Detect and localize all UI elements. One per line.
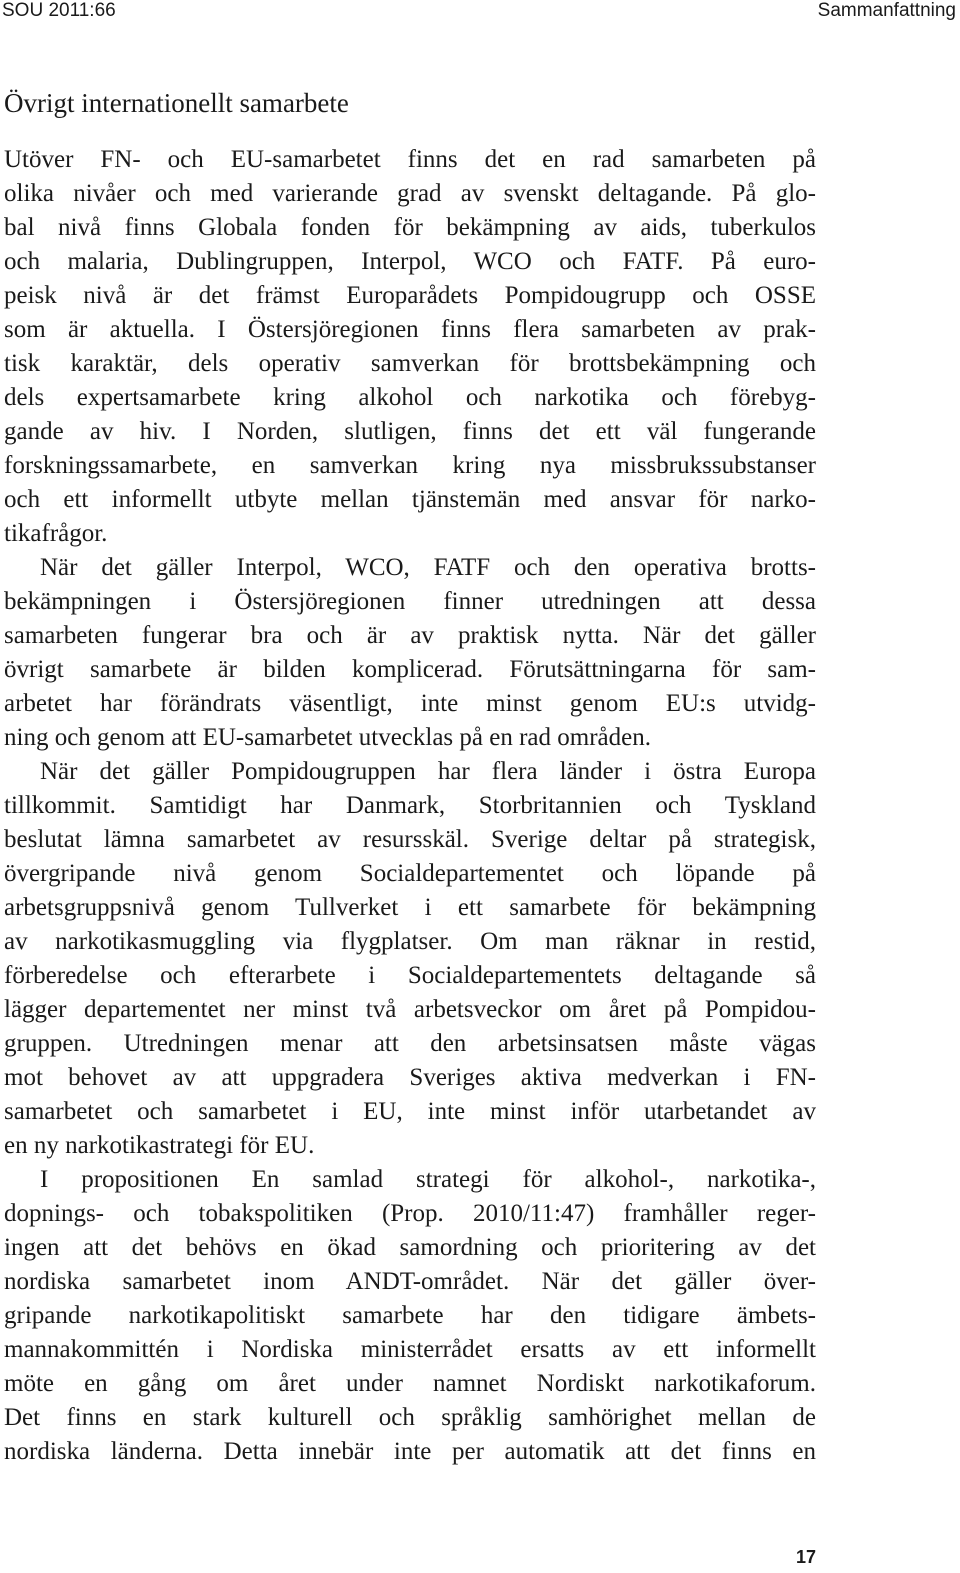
text-line: och ett informellt utbyte mellan tjänstemän med ansvar för narko- — [4, 486, 816, 513]
body-text — [4, 143, 816, 1469]
text-line: övrigt samarbete är bilden komplicerad. Förutsättningarna för sam- — [4, 656, 816, 683]
text-line: nordiska samarbetet inom ANDT-området. När det gäller över- — [4, 1268, 816, 1295]
text-line: olika nivåer och med varierande grad av svenskt deltagande. På glo- — [4, 180, 816, 207]
text-line: som är aktuella. I Östersjöregionen finns flera samarbeten av prak- — [4, 316, 816, 343]
text-line: mot behovet av att uppgradera Sveriges aktiva medverkan i FN- — [4, 1064, 816, 1091]
page-number: 17 — [795, 1547, 816, 1567]
chapter-name: Sammanfattning — [817, 0, 956, 21]
text-line: ning och genom att EU-samarbetet utvecklas på en rad områden. — [4, 724, 651, 751]
text-line: bekämpningen i Östersjöregionen finner utredningen att dessa — [4, 588, 816, 615]
section-heading: Övrigt internationellt samarbete — [4, 88, 349, 118]
text-line: peisk nivå är det främst Europarådets Pompidougrupp och OSSE — [4, 282, 816, 309]
text-line: När det gäller Interpol, WCO, FATF och den operativa brotts- — [40, 554, 816, 581]
text-line: samarbetet och samarbetet i EU, inte minst inför utarbetandet av — [4, 1098, 816, 1125]
text-line: Utöver FN- och EU-samarbetet finns det en rad samarbeten på — [4, 146, 816, 173]
text-line: I propositionen En samlad strategi för alkohol-, narkotika-, — [40, 1166, 816, 1193]
text-line: nordiska länderna. Detta innebär inte per automatik att det finns en — [4, 1438, 816, 1465]
text-line: dels expertsamarbete kring alkohol och narkotika och förebyg- — [4, 384, 816, 411]
text-line: tisk karaktär, dels operativ samverkan för brottsbekämpning och — [4, 350, 816, 377]
text-line: bal nivå finns Globala fonden för bekämpning av aids, tuberkulos — [4, 214, 816, 241]
text-line: möte en gång om året under namnet Nordiskt narkotikaforum. — [4, 1370, 816, 1397]
text-line: övergripande nivå genom Socialdepartementet och löpande på — [4, 860, 816, 887]
text-line: tillkommit. Samtidigt har Danmark, Storbritannien och Tyskland — [4, 792, 816, 819]
text-line: arbetet har förändrats väsentligt, inte minst genom EU:s utvidg- — [4, 690, 816, 717]
text-line: samarbeten fungerar bra och är av praktisk nytta. När det gäller — [4, 622, 816, 649]
text-line: lägger departementet ner minst två arbetsveckor om året på Pompidou- — [4, 996, 816, 1023]
text-line: dopnings- och tobakspolitiken (Prop. 2010/11:47) framhåller reger- — [4, 1200, 816, 1227]
text-line: förberedelse och efterarbete i Socialdepartementets deltagande så — [4, 962, 816, 989]
text-line: tikafrågor. — [4, 520, 108, 547]
text-line: mannakommittén i Nordiska ministerrådet ersatts av ett informellt — [4, 1336, 816, 1363]
text-line: Det finns en stark kulturell och språklig samhörighet mellan de — [4, 1404, 816, 1431]
text-line: av narkotikasmuggling via flygplatser. Om man räknar in restid, — [4, 928, 816, 955]
text-line: och malaria, Dublingruppen, Interpol, WCO och FATF. På euro- — [4, 248, 816, 275]
text-line: en ny narkotikastrategi för EU. — [4, 1132, 315, 1159]
text-line: gruppen. Utredningen menar att den arbetsinsatsen måste vägas — [4, 1030, 816, 1057]
text-line: När det gäller Pompidougruppen har flera länder i östra Europa — [40, 758, 816, 785]
text-line: gande av hiv. I Norden, slutligen, finns det ett väl fungerande — [4, 418, 816, 445]
text-line: gripande narkotikapolitiskt samarbete har den tidigare ämbets- — [4, 1302, 816, 1329]
running-header — [0, 0, 960, 24]
text-line: forskningssamarbete, en samverkan kring nya missbrukssubstanser — [4, 452, 816, 479]
text-line: beslutat lämna samarbetet av resursskäl. Sverige deltar på strategisk, — [4, 826, 816, 853]
text-line: arbetsgruppsnivå genom Tullverket i ett samarbete för bekämpning — [4, 894, 816, 921]
document-reference: SOU 2011:66 — [2, 0, 116, 21]
text-line: ingen att det behövs en ökad samordning och prioritering av det — [4, 1234, 816, 1261]
